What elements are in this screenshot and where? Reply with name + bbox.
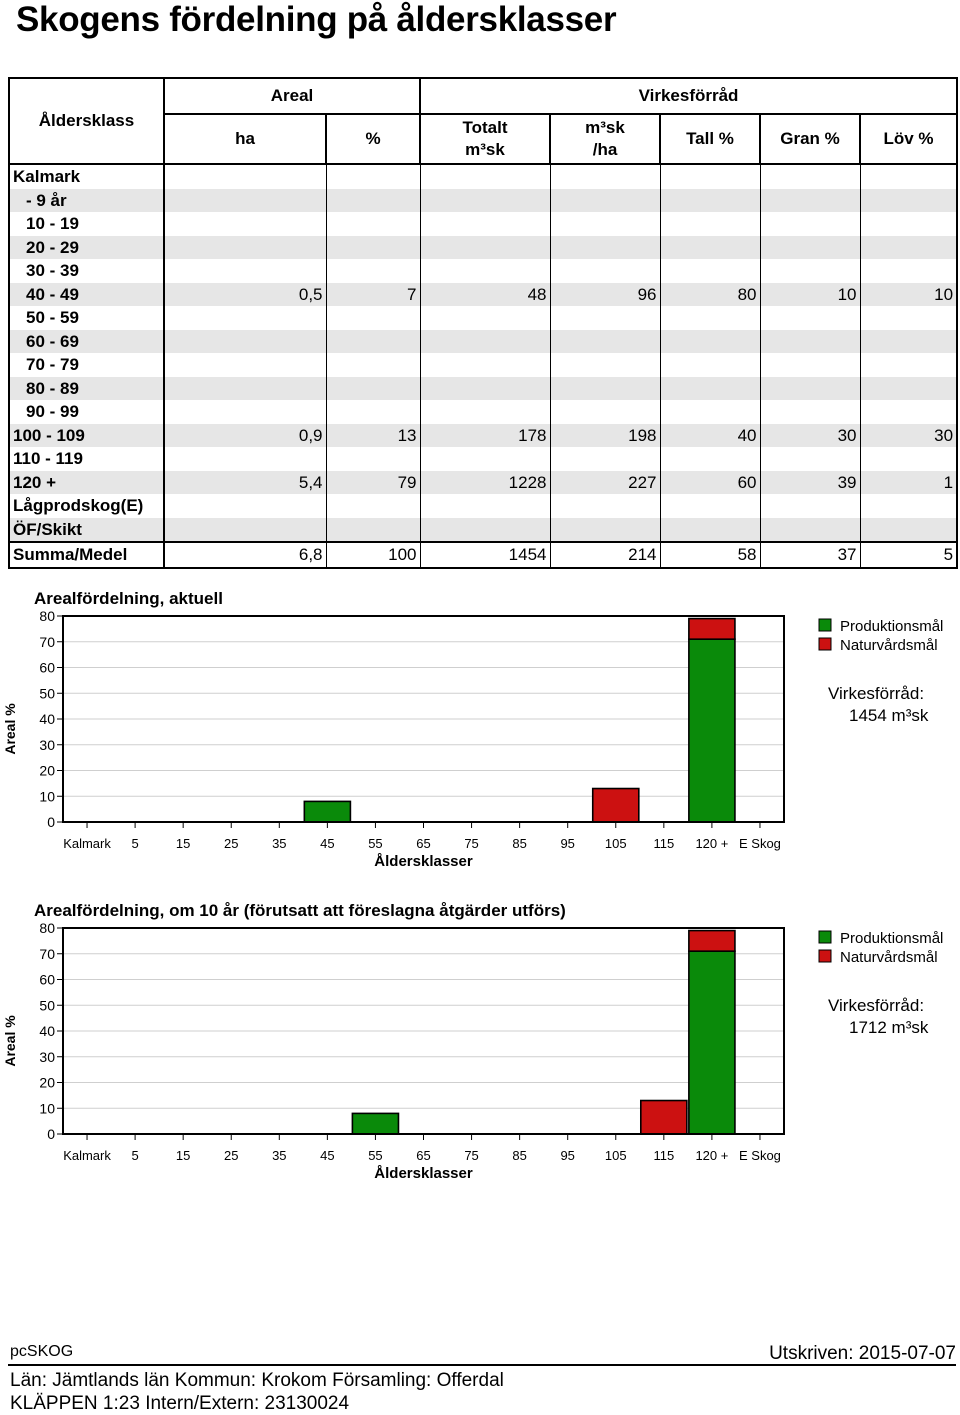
chart-svg [0, 892, 960, 1192]
cell-gran [760, 164, 860, 189]
x-tick-label: 25 [223, 836, 239, 851]
cell-tall [660, 212, 760, 236]
table-row [9, 353, 957, 377]
cell-per-ha [550, 494, 660, 518]
cell-per-ha: 198 [550, 424, 660, 448]
footer-program: pcSKOG [10, 1343, 74, 1360]
x-tick-label: 105 [604, 1148, 627, 1163]
legend-swatch [819, 950, 831, 962]
x-tick-label: 25 [223, 1148, 239, 1163]
cell-tall [660, 494, 760, 518]
table-row [9, 189, 957, 213]
x-tick-label: E Skog [739, 836, 781, 851]
x-tick-label: 95 [560, 1148, 575, 1163]
legend-label: Naturvårdsmål [840, 637, 938, 654]
cell-gran [760, 330, 860, 354]
bar-produktion [304, 801, 350, 822]
cell-gran: 10 [760, 283, 860, 307]
x-axis-label: Åldersklasser [374, 1165, 473, 1182]
cell-ha [164, 494, 326, 518]
legend-label: Produktionsmål [840, 618, 944, 635]
table-row [9, 518, 957, 543]
header-per-ha-line2: /ha [592, 140, 618, 159]
cell-per-ha [550, 212, 660, 236]
cell-per-ha: 96 [550, 283, 660, 307]
cell-per-ha: 214 [550, 542, 660, 568]
footer-property: KLÄPPEN 1:23 Intern/Extern: 23130024 [10, 1393, 350, 1414]
bar-produktion [352, 1113, 398, 1134]
cell-tall [660, 306, 760, 330]
cell-per-ha [550, 330, 660, 354]
cell-ha: 0,9 [164, 424, 326, 448]
y-tick-label: 50 [39, 997, 55, 1014]
row-label: 110 - 119 [9, 447, 164, 471]
table-row [9, 494, 957, 518]
table-body [9, 164, 957, 568]
x-tick-label: 35 [272, 836, 287, 851]
row-label: 40 - 49 [9, 283, 164, 307]
age-class-table [8, 77, 958, 569]
cell-tall [660, 518, 760, 543]
cell-lov [860, 447, 957, 471]
cell-tall [660, 259, 760, 283]
x-tick-label: 5 [131, 836, 139, 851]
row-label: 90 - 99 [9, 400, 164, 424]
cell-pct [326, 447, 420, 471]
header-lov: Löv % [860, 114, 957, 164]
cell-pct [326, 377, 420, 401]
x-axis-label: Åldersklasser [374, 853, 473, 870]
header-areal: Areal [164, 78, 420, 114]
x-tick-label: 35 [272, 1148, 287, 1163]
cell-ha: 0,5 [164, 283, 326, 307]
cell-pct: 79 [326, 471, 420, 495]
cell-ha [164, 330, 326, 354]
x-tick-label: 65 [416, 1148, 431, 1163]
cell-ha [164, 353, 326, 377]
y-tick-label: 40 [39, 1023, 55, 1039]
x-tick-label: 5 [131, 1148, 139, 1163]
cell-pct: 13 [326, 424, 420, 448]
cell-tall: 40 [660, 424, 760, 448]
cell-tall [660, 236, 760, 260]
cell-pct [326, 330, 420, 354]
virkesforrad-label: Virkesförråd: [828, 996, 925, 1015]
x-tick-label: 115 [653, 1148, 675, 1163]
table-row [9, 259, 957, 283]
cell-total [420, 494, 550, 518]
x-tick-label: 75 [464, 836, 479, 851]
cell-pct [326, 212, 420, 236]
cell-per-ha [550, 189, 660, 213]
cell-total [420, 400, 550, 424]
cell-tall: 58 [660, 542, 760, 568]
x-tick-label: 115 [653, 836, 675, 851]
cell-lov [860, 306, 957, 330]
row-label: Lågprodskog(E) [9, 494, 164, 518]
cell-per-ha [550, 377, 660, 401]
cell-total [420, 259, 550, 283]
cell-lov [860, 330, 957, 354]
y-tick-label: 60 [39, 659, 55, 676]
row-label: 60 - 69 [9, 330, 164, 354]
bar-naturvard [689, 619, 735, 640]
cell-gran [760, 400, 860, 424]
cell-total [420, 212, 550, 236]
cell-lov [860, 189, 957, 213]
row-label: 120 + [9, 471, 164, 495]
cell-lov [860, 212, 957, 236]
cell-lov: 10 [860, 283, 957, 307]
bar-naturvard [641, 1101, 687, 1134]
cell-total [420, 164, 550, 189]
cell-tall [660, 377, 760, 401]
header-age-class: Åldersklass [9, 78, 164, 164]
cell-pct [326, 259, 420, 283]
cell-lov [860, 353, 957, 377]
cell-ha [164, 236, 326, 260]
x-tick-label: 15 [175, 836, 191, 851]
legend-swatch [819, 931, 831, 943]
cell-ha [164, 212, 326, 236]
row-label: 20 - 29 [9, 236, 164, 260]
cell-gran [760, 494, 860, 518]
x-tick-label: 85 [512, 836, 527, 851]
cell-total [420, 236, 550, 260]
cell-pct [326, 164, 420, 189]
table-row [9, 447, 957, 471]
cell-total [420, 518, 550, 543]
cell-gran [760, 236, 860, 260]
cell-pct [326, 353, 420, 377]
cell-lov [860, 236, 957, 260]
table-row [9, 400, 957, 424]
cell-total [420, 189, 550, 213]
x-tick-label: 120 + [695, 1148, 729, 1163]
cell-total [420, 377, 550, 401]
chart-title: Arealfördelning, aktuell [34, 589, 223, 608]
table-row [9, 471, 957, 495]
cell-ha [164, 259, 326, 283]
cell-per-ha: 227 [550, 471, 660, 495]
row-label: 10 - 19 [9, 212, 164, 236]
header-ha: ha [164, 114, 326, 164]
header-totalt [420, 114, 550, 164]
cell-pct [326, 518, 420, 543]
cell-total: 178 [420, 424, 550, 448]
cell-ha [164, 400, 326, 424]
cell-gran [760, 189, 860, 213]
row-label: 50 - 59 [9, 306, 164, 330]
cell-total [420, 353, 550, 377]
cell-gran: 37 [760, 542, 860, 568]
header-per-ha [550, 114, 660, 164]
footer-location: Län: Jämtlands län Kommun: Krokom Församling: Offerdal [10, 1370, 504, 1391]
y-tick-label: 40 [39, 711, 55, 727]
x-tick-label: Kalmark [63, 836, 111, 851]
row-label: 80 - 89 [9, 377, 164, 401]
y-tick-label: 0 [47, 1126, 55, 1142]
y-tick-label: 80 [39, 608, 55, 624]
table-row [9, 306, 957, 330]
bar-naturvard [689, 931, 735, 952]
cell-pct [326, 189, 420, 213]
y-axis-label: Areal % [2, 703, 18, 755]
table-row [9, 330, 957, 354]
table-row [9, 424, 957, 448]
legend-label: Naturvårdsmål [840, 949, 938, 966]
cell-per-ha [550, 259, 660, 283]
cell-gran [760, 259, 860, 283]
cell-total [420, 447, 550, 471]
header-tall: Tall % [660, 114, 760, 164]
cell-lov [860, 494, 957, 518]
bar-produktion [689, 639, 735, 822]
legend-label: Produktionsmål [840, 930, 944, 947]
summary-row [9, 542, 957, 568]
row-label: 30 - 39 [9, 259, 164, 283]
x-tick-label: 75 [464, 1148, 479, 1163]
cell-pct: 7 [326, 283, 420, 307]
chart-svg [0, 580, 960, 880]
cell-ha [164, 518, 326, 543]
chart-areal-current [0, 580, 960, 880]
x-tick-label: 85 [512, 1148, 527, 1163]
x-tick-label: 45 [320, 836, 335, 851]
x-tick-label: 55 [368, 836, 383, 851]
row-label: 100 - 109 [9, 424, 164, 448]
table-row [9, 377, 957, 401]
cell-per-ha [550, 306, 660, 330]
cell-pct [326, 306, 420, 330]
cell-per-ha [550, 447, 660, 471]
y-tick-label: 20 [39, 1074, 55, 1091]
cell-per-ha [550, 400, 660, 424]
cell-total: 48 [420, 283, 550, 307]
header-gran: Gran % [760, 114, 860, 164]
cell-total [420, 330, 550, 354]
y-tick-label: 70 [39, 633, 55, 650]
cell-pct [326, 400, 420, 424]
header-virkesforrad: Virkesförråd [420, 78, 957, 114]
cell-gran [760, 447, 860, 471]
cell-gran: 39 [760, 471, 860, 495]
cell-lov [860, 259, 957, 283]
y-tick-label: 60 [39, 971, 55, 988]
x-tick-label: 65 [416, 836, 431, 851]
cell-ha [164, 447, 326, 471]
x-tick-label: 105 [604, 836, 627, 851]
y-tick-label: 0 [47, 814, 55, 830]
y-tick-label: 50 [39, 685, 55, 702]
cell-gran [760, 353, 860, 377]
bar-produktion [689, 951, 735, 1134]
cell-tall: 60 [660, 471, 760, 495]
x-tick-label: E Skog [739, 1148, 781, 1163]
row-label: ÖF/Skikt [9, 518, 164, 543]
cell-gran [760, 377, 860, 401]
cell-tall [660, 164, 760, 189]
virkesforrad-value: 1712 m³sk [849, 1018, 929, 1037]
cell-gran [760, 212, 860, 236]
y-tick-label: 10 [39, 788, 55, 805]
x-tick-label: 55 [368, 1148, 383, 1163]
row-label: Kalmark [9, 164, 164, 189]
header-totalt-line2: m³sk [465, 140, 505, 159]
cell-tall [660, 400, 760, 424]
legend-swatch [819, 638, 831, 650]
table-row [9, 283, 957, 307]
cell-tall [660, 189, 760, 213]
y-tick-label: 10 [39, 1100, 55, 1117]
x-tick-label: 15 [175, 1148, 191, 1163]
y-tick-label: 80 [39, 920, 55, 936]
cell-lov [860, 164, 957, 189]
cell-ha [164, 306, 326, 330]
page-title: Skogens fördelning på åldersklasser [16, 0, 617, 39]
cell-total [420, 306, 550, 330]
bar-naturvard [593, 789, 639, 822]
x-tick-label: 95 [560, 836, 575, 851]
cell-tall [660, 330, 760, 354]
cell-total: 1454 [420, 542, 550, 568]
cell-lov: 30 [860, 424, 957, 448]
cell-per-ha [550, 236, 660, 260]
cell-lov [860, 400, 957, 424]
cell-gran [760, 518, 860, 543]
chart-title: Arealfördelning, om 10 år (förutsatt att föreslagna åtgärder utförs) [34, 901, 566, 920]
cell-lov: 1 [860, 471, 957, 495]
cell-pct [326, 236, 420, 260]
cell-ha [164, 377, 326, 401]
cell-gran [760, 306, 860, 330]
cell-ha [164, 164, 326, 189]
chart-areal-10-years [0, 892, 960, 1192]
row-label: Summa/Medel [9, 542, 164, 568]
y-tick-label: 70 [39, 945, 55, 962]
header-per-ha-line1: m³sk [585, 118, 625, 137]
header-pct: % [326, 114, 420, 164]
cell-per-ha [550, 518, 660, 543]
header-totalt-line1: Totalt [462, 118, 508, 137]
y-tick-label: 30 [39, 1048, 55, 1065]
cell-ha: 6,8 [164, 542, 326, 568]
x-tick-label: 120 + [695, 836, 729, 851]
virkesforrad-label: Virkesförråd: [828, 684, 925, 703]
row-label: - 9 år [9, 189, 164, 213]
cell-gran: 30 [760, 424, 860, 448]
cell-per-ha [550, 353, 660, 377]
cell-ha [164, 189, 326, 213]
legend-swatch [819, 619, 831, 631]
footer-divider [8, 1364, 956, 1366]
cell-lov: 5 [860, 542, 957, 568]
cell-ha: 5,4 [164, 471, 326, 495]
x-tick-label: 45 [320, 1148, 335, 1163]
footer-printed-date: Utskriven: 2015-07-07 [769, 1343, 956, 1364]
table-row [9, 212, 957, 236]
table-row [9, 236, 957, 260]
y-tick-label: 20 [39, 762, 55, 779]
x-tick-label: Kalmark [63, 1148, 111, 1163]
row-label: 70 - 79 [9, 353, 164, 377]
table-row [9, 164, 957, 189]
virkesforrad-value: 1454 m³sk [849, 706, 929, 725]
cell-lov [860, 518, 957, 543]
cell-tall [660, 447, 760, 471]
cell-tall [660, 353, 760, 377]
cell-tall: 80 [660, 283, 760, 307]
cell-total: 1228 [420, 471, 550, 495]
cell-pct: 100 [326, 542, 420, 568]
cell-lov [860, 377, 957, 401]
cell-per-ha [550, 164, 660, 189]
y-axis-label: Areal % [2, 1015, 18, 1067]
y-tick-label: 30 [39, 736, 55, 753]
cell-pct [326, 494, 420, 518]
